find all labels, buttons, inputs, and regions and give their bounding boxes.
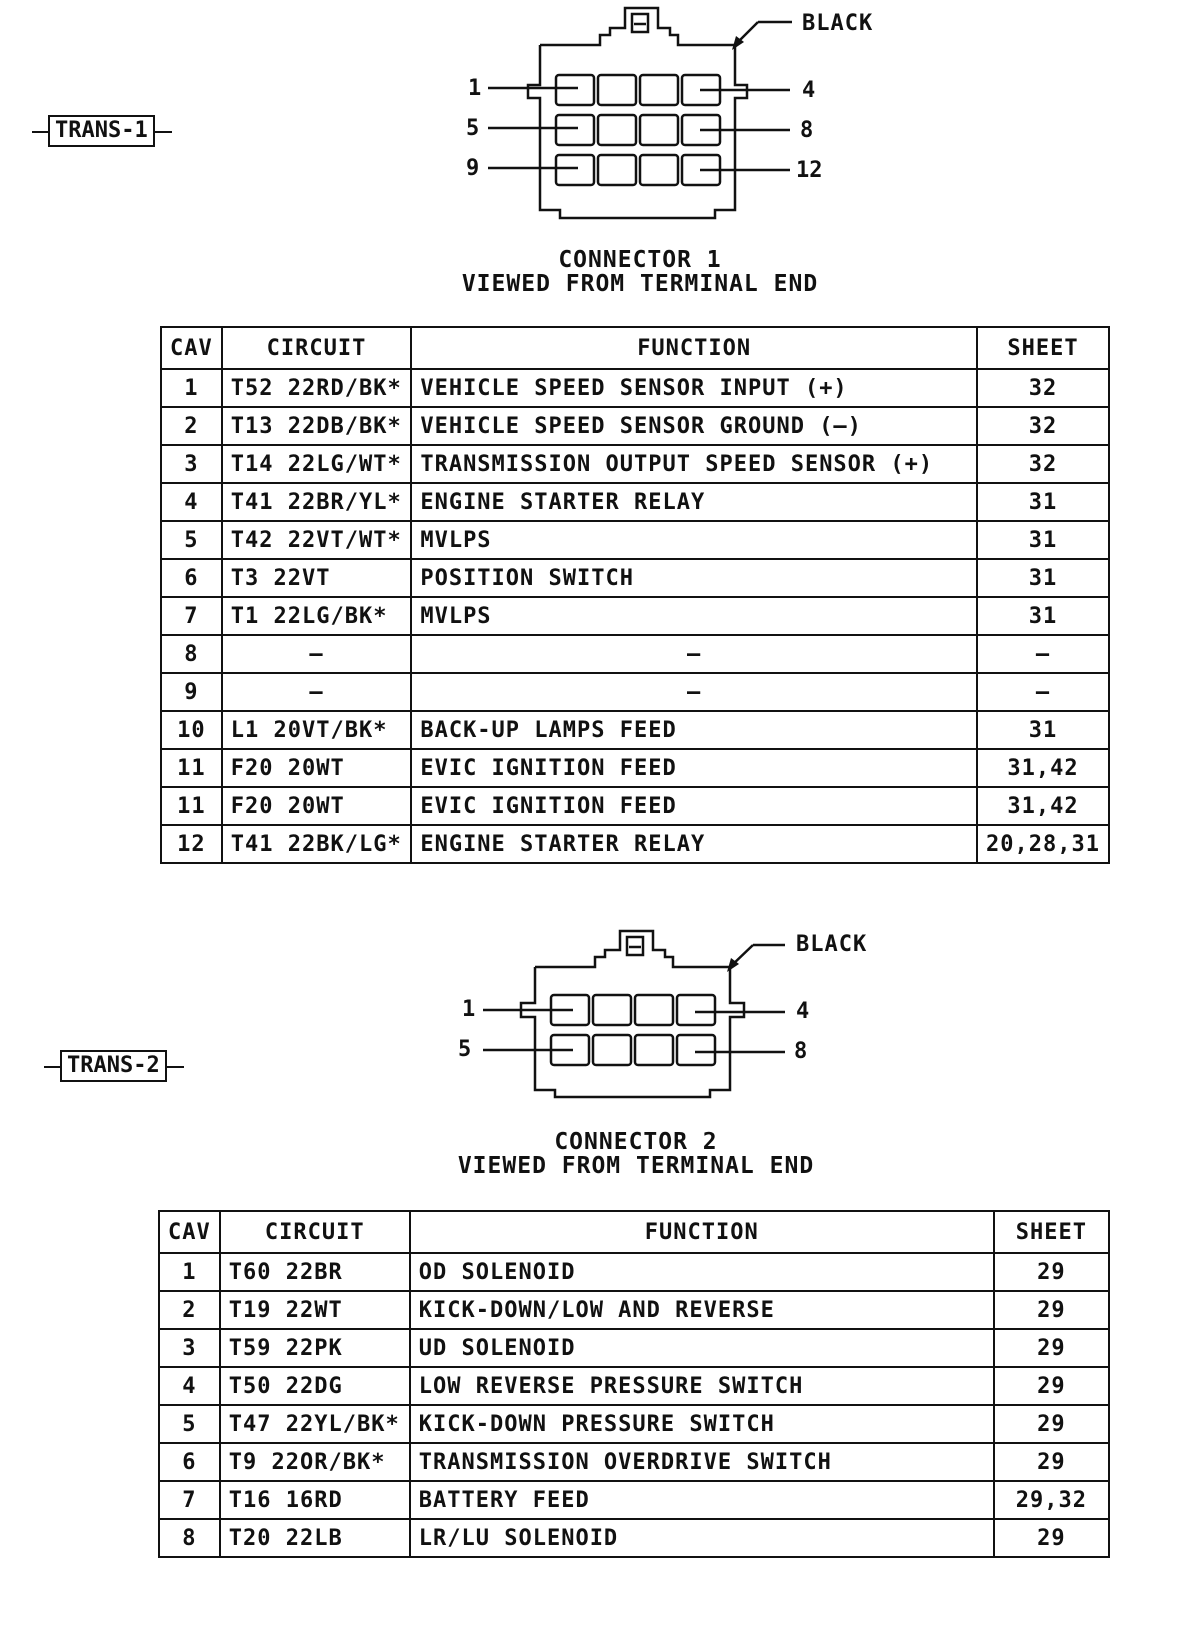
cell-cav: 8	[159, 1519, 220, 1557]
tag-line-right	[166, 1066, 184, 1068]
cell-cav: 3	[161, 445, 222, 483]
connector1-pin-1: 1	[468, 76, 482, 101]
cell-cav: 7	[161, 597, 222, 635]
header-cav: CAV	[161, 327, 222, 369]
cell-function: TRANSMISSION OUTPUT SPEED SENSOR (+)	[411, 445, 977, 483]
cell-function: KICK-DOWN PRESSURE SWITCH	[410, 1405, 994, 1443]
cell-cav: 6	[161, 559, 222, 597]
cell-circuit: T1 22LG/BK*	[222, 597, 412, 635]
cell-circuit: T50 22DG	[220, 1367, 410, 1405]
cell-sheet: 31	[977, 483, 1109, 521]
header-circuit: CIRCUIT	[220, 1211, 410, 1253]
cell-sheet: —	[977, 673, 1109, 711]
cell-function: EVIC IGNITION FEED	[411, 787, 977, 825]
cell-cav: 7	[159, 1481, 220, 1519]
connector2-color-label: BLACK	[796, 932, 868, 957]
connector1-caption-subtitle: VIEWED FROM TERMINAL END	[461, 271, 819, 297]
cell-sheet: 32	[977, 369, 1109, 407]
table-header-row	[159, 1211, 1109, 1253]
table-row	[161, 521, 1109, 559]
table-row	[161, 597, 1109, 635]
cell-sheet: 29	[994, 1329, 1109, 1367]
table-row	[161, 673, 1109, 711]
cell-function: —	[411, 673, 977, 711]
table-row	[161, 787, 1109, 825]
table-row	[161, 711, 1109, 749]
table-row	[161, 483, 1109, 521]
cell-sheet: 32	[977, 407, 1109, 445]
cell-sheet: 31	[977, 597, 1109, 635]
cell-function: LR/LU SOLENOID	[410, 1519, 994, 1557]
connector2-tag: TRANS-2	[60, 1050, 167, 1082]
cell-circuit: F20 20WT	[222, 749, 412, 787]
connector1-pin-12: 12	[796, 158, 823, 183]
header-function: FUNCTION	[411, 327, 977, 369]
cell-cav: 1	[159, 1253, 220, 1291]
cell-circuit: T9 22OR/BK*	[220, 1443, 410, 1481]
table-row	[159, 1405, 1109, 1443]
connector2-table	[158, 1210, 1110, 1558]
cell-circuit: F20 20WT	[222, 787, 412, 825]
cell-circuit: T3 22VT	[222, 559, 412, 597]
cell-sheet: 29	[994, 1405, 1109, 1443]
cell-sheet: 29	[994, 1443, 1109, 1481]
cell-sheet: 29,32	[994, 1481, 1109, 1519]
table-row	[161, 559, 1109, 597]
cell-function: ENGINE STARTER RELAY	[411, 483, 977, 521]
table-row	[159, 1291, 1109, 1329]
cell-function: ENGINE STARTER RELAY	[411, 825, 977, 863]
connector1-caption	[440, 248, 840, 296]
cell-cav: 3	[159, 1329, 220, 1367]
cell-sheet: —	[977, 635, 1109, 673]
cell-circuit: T59 22PK	[220, 1329, 410, 1367]
header-circuit: CIRCUIT	[222, 327, 412, 369]
cell-circuit: T60 22BR	[220, 1253, 410, 1291]
header-cav: CAV	[159, 1211, 220, 1253]
connector2-pin-8: 8	[794, 1039, 808, 1064]
cell-sheet: 31	[977, 711, 1109, 749]
cell-cav: 10	[161, 711, 222, 749]
cell-cav: 11	[161, 749, 222, 787]
connector1-pin-8: 8	[800, 118, 814, 143]
table-row	[159, 1367, 1109, 1405]
cell-cav: 11	[161, 787, 222, 825]
connector2-caption	[436, 1130, 836, 1178]
table-row	[161, 407, 1109, 445]
connector1-tag: TRANS-1	[48, 115, 155, 147]
cell-cav: 4	[159, 1367, 220, 1405]
cell-function: LOW REVERSE PRESSURE SWITCH	[410, 1367, 994, 1405]
connector1-caption-title: CONNECTOR 1	[558, 247, 722, 273]
cell-function: MVLPS	[411, 521, 977, 559]
cell-cav: 2	[161, 407, 222, 445]
cell-sheet: 29	[994, 1367, 1109, 1405]
cell-cav: 12	[161, 825, 222, 863]
cell-sheet: 29	[994, 1291, 1109, 1329]
cell-function: VEHICLE SPEED SENSOR INPUT (+)	[411, 369, 977, 407]
cell-cav: 9	[161, 673, 222, 711]
cell-function: MVLPS	[411, 597, 977, 635]
cell-function: POSITION SWITCH	[411, 559, 977, 597]
connector1-pin-9: 9	[466, 156, 480, 181]
cell-circuit: T52 22RD/BK*	[222, 369, 412, 407]
table-row	[159, 1329, 1109, 1367]
cell-cav: 1	[161, 369, 222, 407]
connector1-color-label: BLACK	[802, 11, 874, 36]
cell-circuit: T41 22BR/YL*	[222, 483, 412, 521]
cell-sheet: 29	[994, 1519, 1109, 1557]
cell-circuit: T16 16RD	[220, 1481, 410, 1519]
cell-circuit: T42 22VT/WT*	[222, 521, 412, 559]
cell-circuit: T41 22BK/LG*	[222, 825, 412, 863]
cell-circuit: T20 22LB	[220, 1519, 410, 1557]
cell-sheet: 29	[994, 1253, 1109, 1291]
cell-sheet: 32	[977, 445, 1109, 483]
table-row	[161, 825, 1109, 863]
cell-cav: 5	[161, 521, 222, 559]
cell-cav: 8	[161, 635, 222, 673]
cell-circuit: —	[222, 635, 412, 673]
cell-circuit: L1 20VT/BK*	[222, 711, 412, 749]
cell-function: —	[411, 635, 977, 673]
cell-cav: 5	[159, 1405, 220, 1443]
cell-circuit: T14 22LG/WT*	[222, 445, 412, 483]
cell-function: OD SOLENOID	[410, 1253, 994, 1291]
cell-function: TRANSMISSION OVERDRIVE SWITCH	[410, 1443, 994, 1481]
cell-cav: 2	[159, 1291, 220, 1329]
cell-sheet: 31,42	[977, 749, 1109, 787]
cell-circuit: T19 22WT	[220, 1291, 410, 1329]
cell-cav: 4	[161, 483, 222, 521]
connector2-pin-1: 1	[462, 997, 476, 1022]
table-header-row	[161, 327, 1109, 369]
connector2-pin-5: 5	[458, 1037, 472, 1062]
cell-function: BATTERY FEED	[410, 1481, 994, 1519]
cell-sheet: 20,28,31	[977, 825, 1109, 863]
connector1-pin-5: 5	[466, 116, 480, 141]
table-row	[159, 1443, 1109, 1481]
cell-circuit: T47 22YL/BK*	[220, 1405, 410, 1443]
connector2-pin-4: 4	[796, 999, 810, 1024]
cell-sheet: 31	[977, 559, 1109, 597]
connector1-pin-4: 4	[802, 78, 816, 103]
table-row	[161, 445, 1109, 483]
cell-function: VEHICLE SPEED SENSOR GROUND (—)	[411, 407, 977, 445]
header-function: FUNCTION	[410, 1211, 994, 1253]
cell-circuit: T13 22DB/BK*	[222, 407, 412, 445]
cell-sheet: 31	[977, 521, 1109, 559]
table-row	[161, 635, 1109, 673]
cell-cav: 6	[159, 1443, 220, 1481]
connector2-caption-subtitle: VIEWED FROM TERMINAL END	[457, 1153, 815, 1179]
table-row	[159, 1519, 1109, 1557]
cell-function: EVIC IGNITION FEED	[411, 749, 977, 787]
cell-function: BACK-UP LAMPS FEED	[411, 711, 977, 749]
tag-line-right	[154, 131, 172, 133]
cell-function: UD SOLENOID	[410, 1329, 994, 1367]
cell-function: KICK-DOWN/LOW AND REVERSE	[410, 1291, 994, 1329]
table-row	[159, 1253, 1109, 1291]
table-row	[161, 749, 1109, 787]
connector1-diagram	[460, 0, 880, 240]
table-row	[161, 369, 1109, 407]
connector2-caption-title: CONNECTOR 2	[554, 1129, 718, 1155]
cell-circuit: —	[222, 673, 412, 711]
cell-sheet: 31,42	[977, 787, 1109, 825]
table-row	[159, 1481, 1109, 1519]
header-sheet: SHEET	[994, 1211, 1109, 1253]
header-sheet: SHEET	[977, 327, 1109, 369]
connector1-table	[160, 326, 1110, 864]
